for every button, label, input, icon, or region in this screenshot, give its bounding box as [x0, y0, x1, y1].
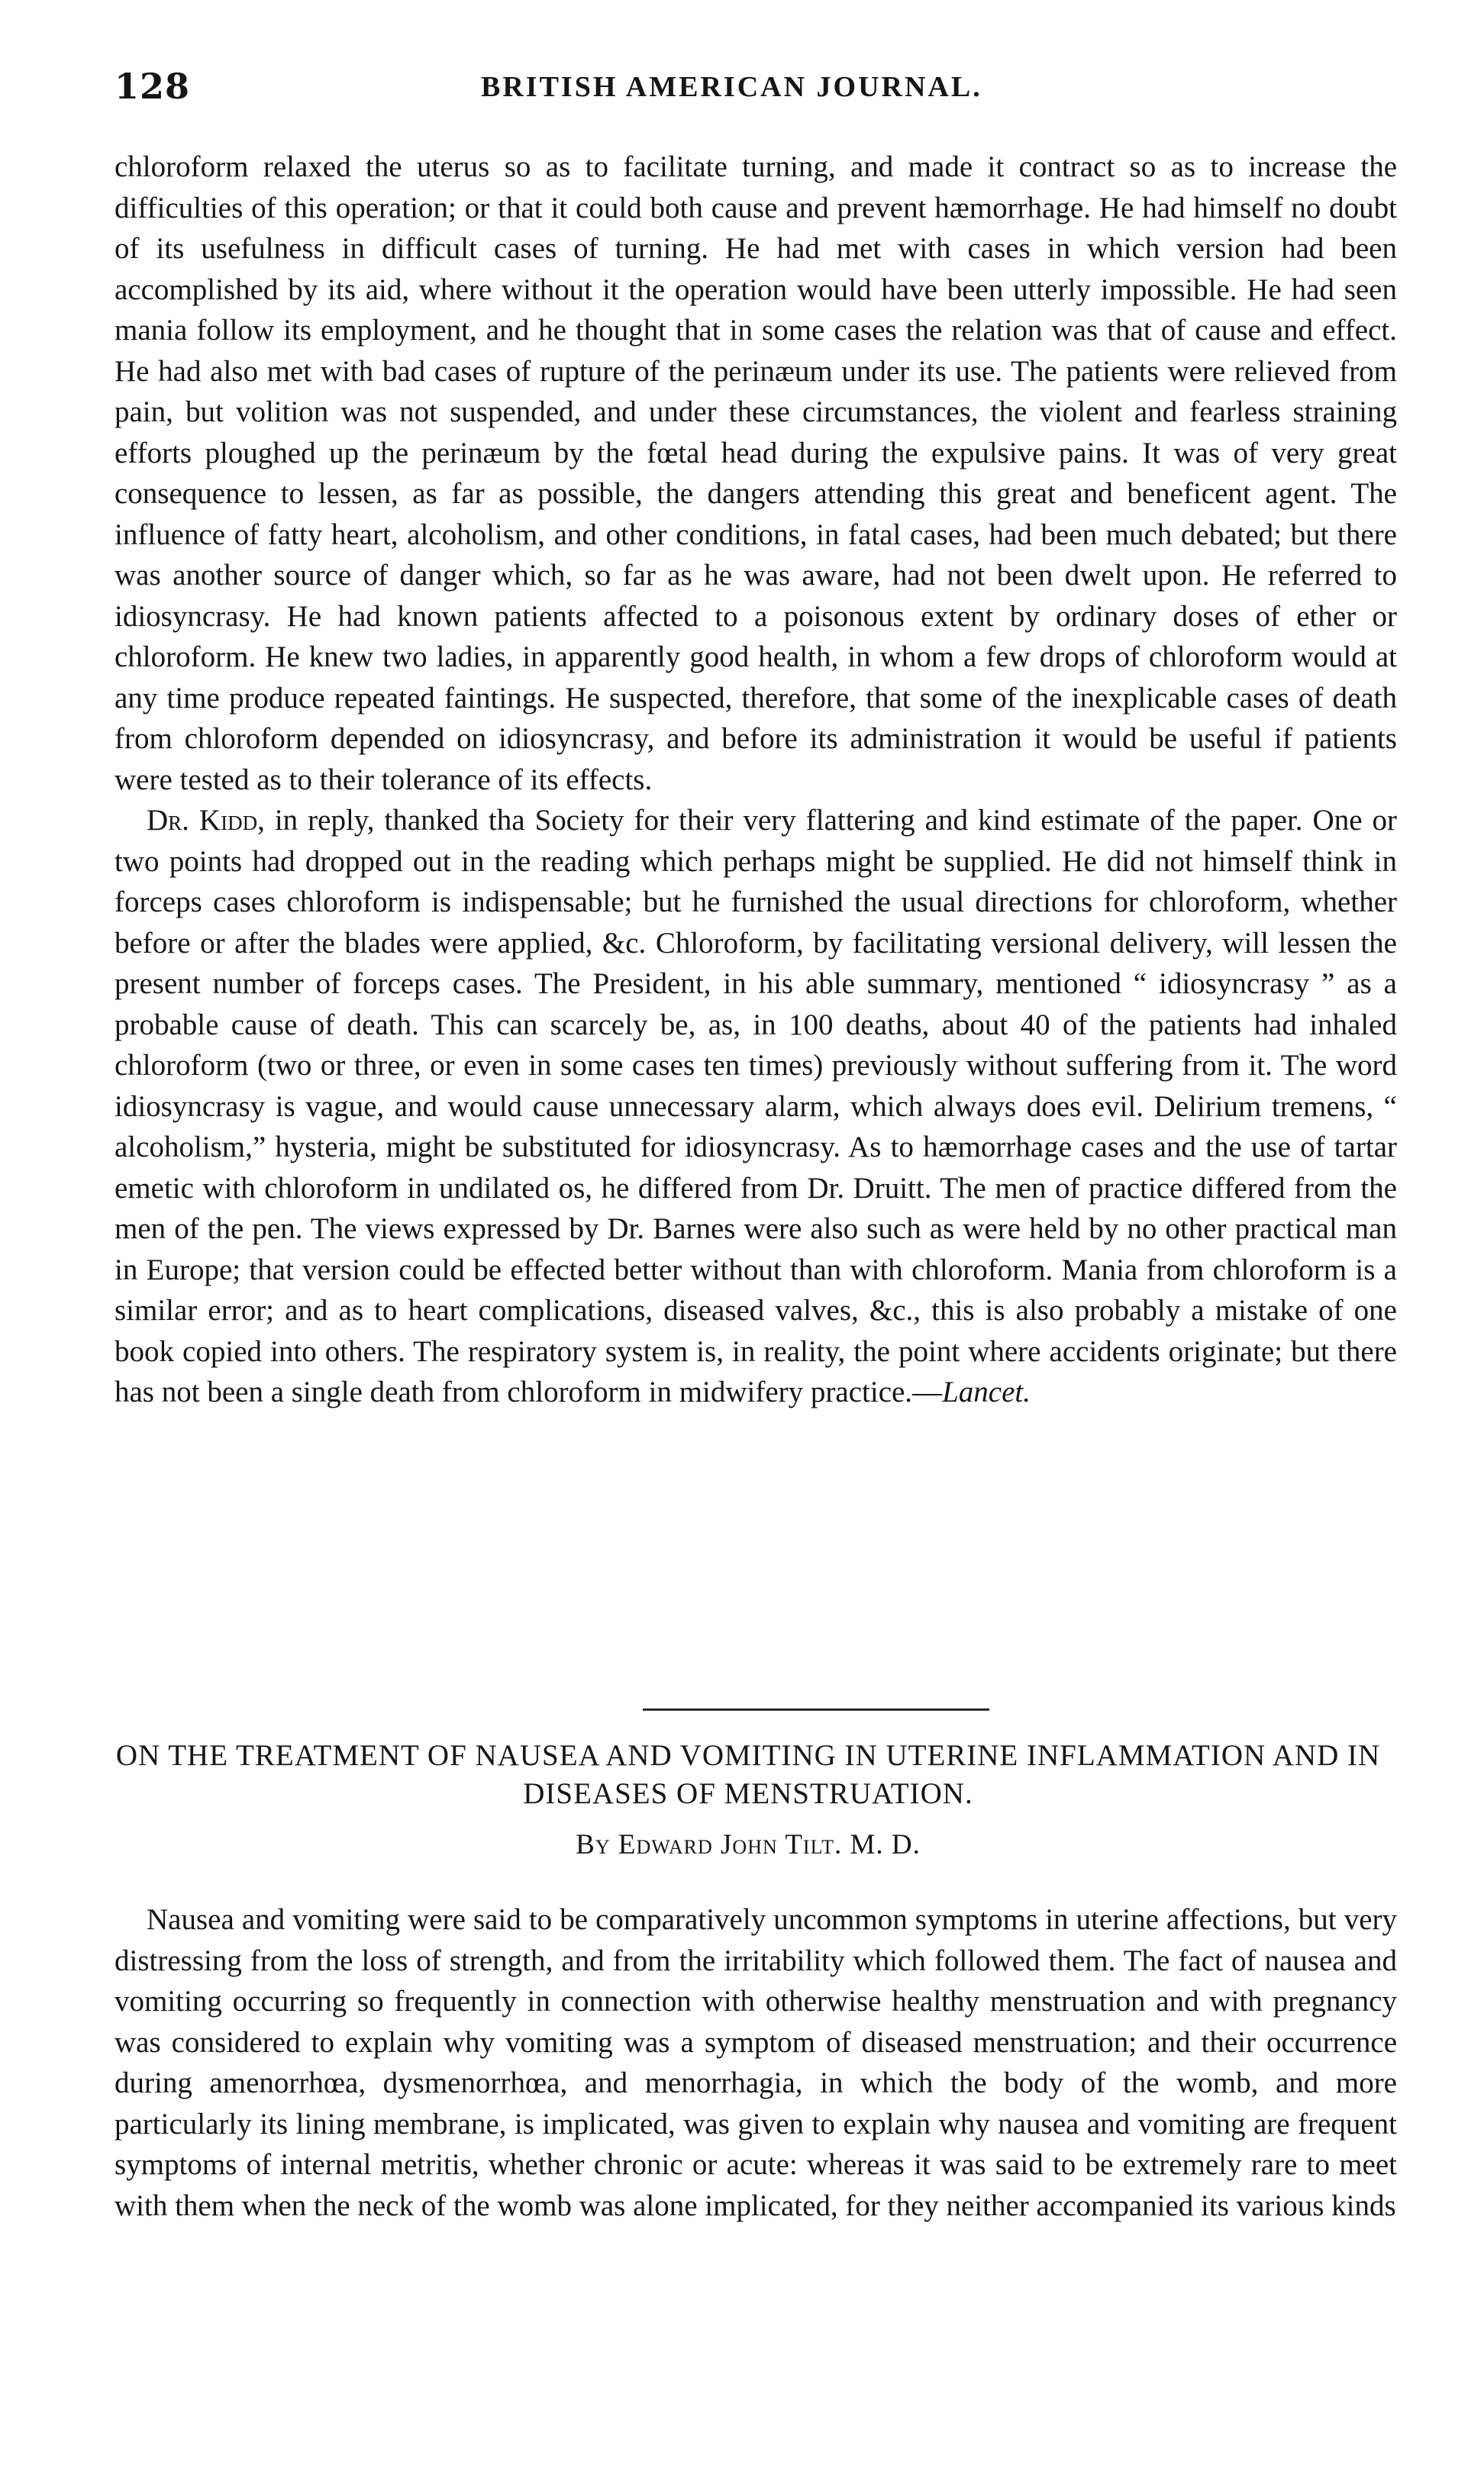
article-paragraph: Nausea and vomiting were said to be comparatively uncommon symptoms in uterine affections, but very distressing from the loss of strength, and from the irritability which followed them. The fact of nausea and vomiting occurring so frequently in connection with otherwise healthy menstruation and with pregnancy was considered to explain why vomiting was a symptom of diseased menstruation; and their occurrence during amenorrhœa, dysmenorrhœa, and menorrhagia, in which the body of the womb, and more particularly its lining membrane, is implicated, was given to explain why nausea and vomiting are frequent symptoms of internal metritis, whether chronic or acute: whereas it was said to be extremely rare to meet with them when the neck of the womb was alone implicated, for they neither accompanied its various kinds [115, 1903, 1397, 2222]
reply-paragraph [115, 800, 1397, 1413]
page-header [115, 66, 1397, 119]
continuation-paragraph: chloroform relaxed the uterus so as to facilitate turning, and made it contract so as to increase the difficulties of this operation; or that it could both cause and prevent hæmorrhage. He had himself no doubt of its usefulness in difficult cases of turning. He had met with cases in which version had been accomplished by its aid, where without it the operation would have been utterly impossible. He had seen mania follow its employment, and he thought that in some cases the relation was that of cause and effect. He had also met with bad cases of rupture of the perinæum under its use. The patients were relieved from pain, but volition was not suspended, and under these circumstances, the violent and fearless straining efforts ploughed up the perinæum by the fœtal head during the expulsive pains. It was of very great consequence to lessen, as far as possible, the dangers attending this great and beneficent agent. The influence of fatty heart, alcoholism, and other conditions, in fatal cases, had been much debated; but there was another source of danger which, so far as he was aware, had not been dwelt upon. He referred to idiosyncrasy. He had known patients affected to a poisonous extent by ordinary doses of ether or chloroform. He knew two ladies, in apparently good health, in whom a few drops of chloroform would at any time produce repeated faintings. He suspected, therefore, that some of the inexplicable cases of death from chloroform depended on idiosyncrasy, and before its administration it would be useful if patients were tested as to their tolerance of its effects. [115, 150, 1397, 796]
continuation-text [115, 147, 1397, 1413]
article-byline: By Edward John Tilt. M. D. [576, 1829, 921, 1860]
reply-body: in reply, thanked tha Society for their very flattering and kind estimate of the paper. One or two points had dropped out in the reading which perhaps might be supplied. He did not himself think in forceps cases chloroform is indispensable; but he furnished the usual directions for chloroform, whether before or after the blades were applied, &c. Chloroform, by facilitating versional delivery, will lessen the present number of forceps cases. The President, in his able summary, mentioned “ idiosyncrasy ” as a probable cause of death. This can scarcely be, as, in 100 deaths, about 40 of the patients had inhaled chloroform (two or three, or even in some cases ten times) previously without suffering from it. The word idiosyncrasy is vague, and would cause unnecessary alarm, which always does evil. Delirium tremens, “ alcoholism,” hysteria, might be substituted for idiosyncrasy. As to hæmorrhage cases and the use of tartar emetic with chloroform in undilated os, he differed from Dr. Druitt. The men of practice differed from the men of the pen. The views expressed by Dr. Barnes were also such as were held by no other practical man in Europe; that version could be effected better without than with chloroform. Mania from chloroform is a similar error; and as to heart complications, diseased valves, &c., this is also probably a mistake of one book copied into others. The respiratory system is, in reality, the point where accidents originate; but there has not been a single death from chloroform in midwifery practice.— [115, 804, 1398, 1408]
section-divider [643, 1708, 989, 1711]
article-title: ON THE TREATMENT OF NAUSEA AND VOMITING IN UTERINE INFLAMMATION AND IN DISEASES OF MENSTRUATION. [115, 1739, 1381, 1810]
article-body [115, 1899, 1397, 2226]
speaker-name: Dr. Kidd, [147, 804, 265, 837]
page-number: 128 [115, 66, 191, 107]
source-citation: Lancet. [942, 1376, 1031, 1408]
running-head: BRITISH AMERICAN JOURNAL. [481, 71, 982, 103]
